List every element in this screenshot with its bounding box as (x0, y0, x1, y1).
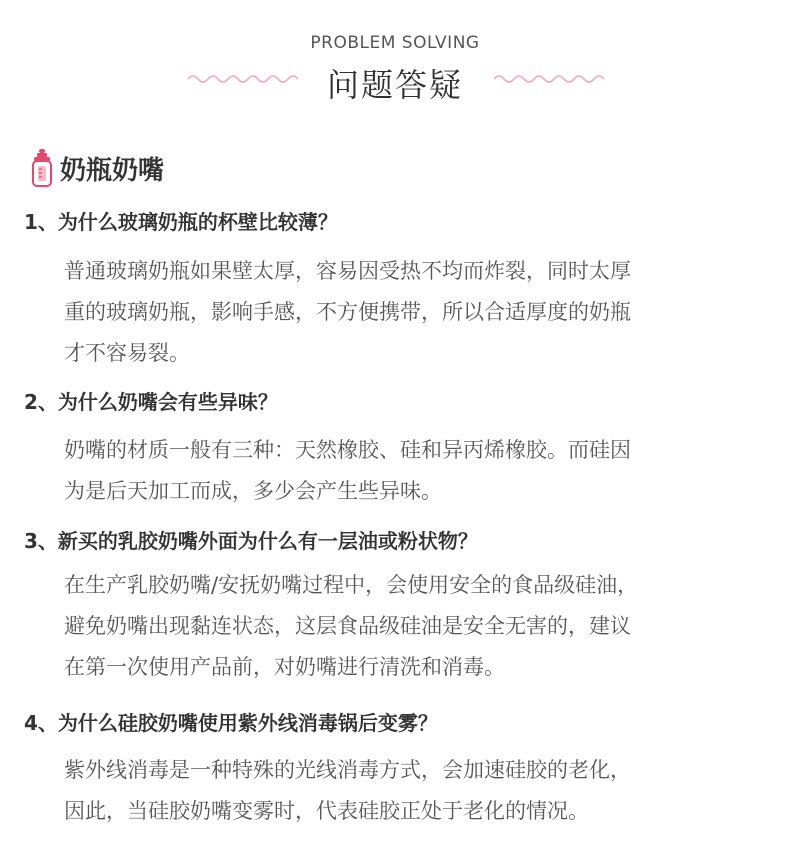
baby-bottle-icon (30, 148, 54, 188)
header-title: 问题答疑 (326, 66, 463, 104)
wave-divider-icon (494, 72, 604, 86)
answer-line: 普通玻璃奶瓶如果壁太厚，容易因受热不均而炸裂，同时太厚 (64, 259, 631, 283)
section-title: 奶瓶奶嘴 (60, 155, 165, 186)
answer-line: 避免奶嘴出现黏连状态，这层食品级硅油是安全无害的，建议 (64, 614, 631, 638)
question-4: 4、为什么硅胶奶嘴使用紫外线消毒锅后变雾？ (24, 711, 438, 735)
answer-line: 因此，当硅胶奶嘴变雾时，代表硅胶正处于老化的情况。 (64, 799, 589, 823)
question-3: 3、新买的乳胶奶嘴外面为什么有一层油或粉状物？ (24, 529, 478, 553)
answer-1 (64, 251, 764, 374)
header-subtitle: PROBLEM SOLVING (310, 33, 480, 53)
answer-line: 为是后天加工而成，多少会产生些异味。 (64, 479, 442, 503)
question-1: 1、为什么玻璃奶瓶的杯壁比较薄？ (24, 210, 338, 234)
answer-3 (64, 565, 764, 688)
answer-4 (64, 750, 764, 832)
answer-line: 在第一次使用产品前，对奶嘴进行清洗和消毒。 (64, 655, 505, 679)
answer-line: 重的玻璃奶瓶，影响手感，不方便携带，所以合适厚度的奶瓶 (64, 300, 631, 324)
answer-line: 在生产乳胶奶嘴/安抚奶嘴过程中，会使用安全的食品级硅油， (64, 573, 639, 597)
answer-line: 才不容易裂。 (64, 341, 190, 365)
answer-2 (64, 430, 764, 512)
answer-line: 紫外线消毒是一种特殊的光线消毒方式，会加速硅胶的老化， (64, 758, 631, 782)
question-2: 2、为什么奶嘴会有些异味？ (24, 390, 278, 414)
page-header (0, 0, 790, 110)
answer-line: 奶嘴的材质一般有三种：天然橡胶、硅和异丙烯橡胶。而硅因 (64, 438, 631, 462)
section-heading (30, 146, 164, 190)
